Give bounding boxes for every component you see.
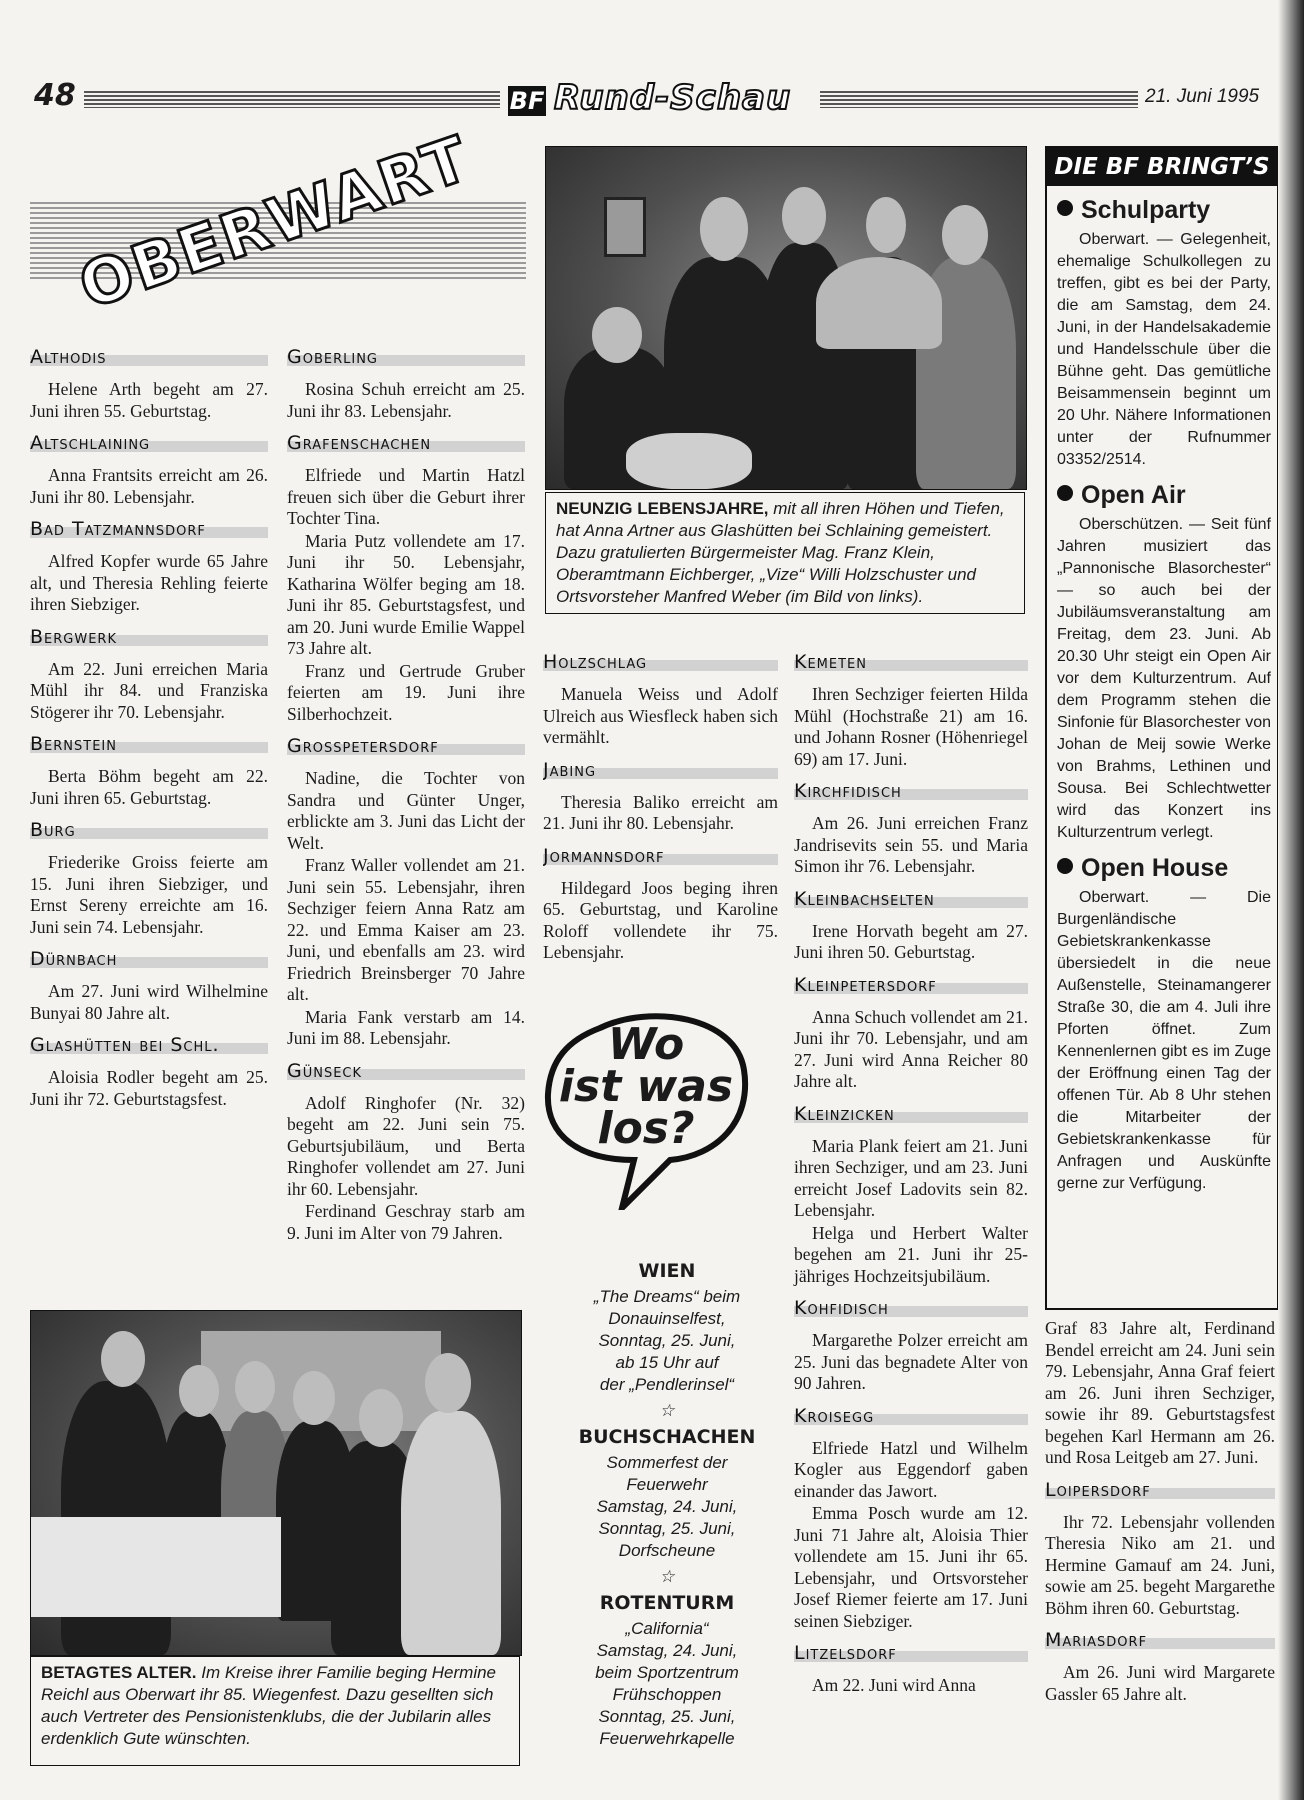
star-separator-icon: ☆ (659, 1401, 675, 1420)
event-line: der „Pendlerinsel“ (599, 1375, 735, 1394)
section-paragraph: Rosina Schuh erreicht am 25. Juni ihr 83. Lebensjahr. (287, 379, 525, 421)
page-number: 48 (34, 78, 76, 113)
star-separator-icon: ☆ (659, 1567, 675, 1586)
section-heading: Kleinpetersdorf (794, 974, 1028, 998)
section-heading: Jabing (543, 759, 778, 783)
section-heading: Goberling (287, 346, 525, 370)
section-paragraph: Elfriede und Martin Hatzl freuen sich über die Geburt ihrer Tochter Tina. (287, 465, 525, 528)
section-paragraph: Am 22. Juni erreichen Maria Mühl ihr 84. und Franziska Stögerer ihr 70. Lebensjahr. (30, 658, 268, 722)
banner-title: OBERWART (70, 121, 479, 323)
section-paragraph: Ferdinand Geschray starb am 9. Juni im Alter von 79 Jahren. (287, 1201, 525, 1243)
bf-item-title (1057, 196, 1277, 225)
section-heading: Jormannsdorf (543, 845, 778, 869)
bf-item-title (1057, 854, 1277, 883)
column-5 (1045, 1318, 1275, 1706)
column-1 (30, 346, 268, 1111)
section-paragraph: Maria Plank feiert am 21. Juni ihren Sechziger, und am 23. Juni erreicht Josef Ladovits sein 82. Lebensjahr. (794, 1135, 1028, 1220)
section-heading: Glashütten bei Schl. (30, 1034, 268, 1058)
event-town: WIEN (638, 1260, 696, 1282)
brand-logo: BF (509, 87, 545, 115)
header-rule-left (84, 91, 500, 108)
section-paragraph: Helene Arth begeht am 27. Juni ihren 55. Geburtstag. (30, 379, 268, 421)
event-line: Samstag, 24. Juni, (596, 1641, 738, 1660)
section-heading: Grosspetersdorf (287, 735, 525, 759)
section-heading: Kohfidisch (794, 1297, 1028, 1321)
section-paragraph: Berta Böhm begeht am 22. Juni ihren 65. Geburtstag. (30, 766, 268, 808)
event-line: Feuerwehr (626, 1475, 708, 1494)
header-rule-right (820, 91, 1138, 108)
bullet-icon (1057, 858, 1073, 874)
photo-family-celebration (30, 1310, 522, 1656)
section-heading: Bergwerk (30, 626, 268, 650)
event-line: Feuerwehrkapelle (599, 1729, 735, 1748)
event-line: Sommerfest der (606, 1453, 728, 1472)
section-heading: Bernstein (30, 733, 268, 757)
section-heading: Kemeten (794, 651, 1028, 675)
section-heading: Althodis (30, 346, 268, 370)
bf-item-title (1057, 481, 1277, 510)
section-heading: Günseck (287, 1060, 525, 1084)
section-paragraph: Alfred Kopfer wurde 65 Jahre alt, und Theresia Rehling feierte ihren Siebziger. (30, 551, 268, 614)
section-heading: Kroisegg (794, 1405, 1028, 1429)
section-heading: Kirchfidisch (794, 780, 1028, 804)
event-line: Sonntag, 25. Juni, (598, 1707, 736, 1726)
bullet-icon (1057, 200, 1073, 216)
section-heading: Grafenschachen (287, 432, 525, 456)
section-heading: Dürnbach (30, 948, 268, 972)
bf-item-text: Oberschützen. — Seit fünf Jahren musiziert das „Pannonische Blasorchester“ — so auch bei der Jubiläumsveranstaltung am Freitag, dem 23. Juni. Ab 20.30 Uhr steigt ein Open Air vor dem Kulturzentrum. Auf dem Programm stehen die Sinfonie für Blasorchester von Johan de Meij sowie Werke von Brahms, Lethinen und Sousa. Bei Schlechtwetter wird das Konzert ins Kulturzentrum verlegt. (1057, 516, 1271, 841)
section-paragraph: Friederike Groiss feierte am 15. Juni ihren Siebziger, und Ernst Sereny erreichte am 16. Juni sein 74. Lebensjahr. (30, 852, 268, 937)
section-paragraph: Theresia Baliko erreicht am 21. Juni ihr 80. Lebensjahr. (543, 791, 778, 833)
photo-caption-1: NEUNZIG LEBENSJAHRE, mit all ihren Höhen und Tiefen, hat Anna Artner aus Glashütten bei Schlaining gemeistert. Dazu gratulierten Bürgermeister Mag. Franz Klein, Oberamtmann Eichberger, „Vize“ Willi Holzschuster und Ortsvorsteher Manfred Weber (im Bild von links). (545, 492, 1025, 614)
event-line: Sonntag, 25. Juni, (598, 1331, 736, 1350)
column-3 (543, 651, 778, 965)
section-paragraph: Ihr 72. Lebensjahr vollenden Theresia Niko am 21. und Hermine Gamauf am 24. Juni, sowie am 25. begeht Margarethe Böhm ihren 60. Geburtstag. (1045, 1511, 1275, 1618)
section-heading: Burg (30, 819, 268, 843)
bubble-line-2: ist was (558, 1061, 734, 1112)
section-heading: Kleinzicken (794, 1103, 1028, 1127)
section-paragraph: Franz Waller vollendet am 21. Juni sein 55. Lebensjahr, ihren Sechziger feiern Anna Ratz am 22. und Emma Kaiser am 23. Juni, und ebenfalls am 23. wird Friedrich Breinsberger 70 Jahre alt. (287, 855, 525, 1004)
bf-item-label: Schulparty (1081, 196, 1211, 224)
section-heading: Litzelsdorf (794, 1642, 1028, 1666)
section-paragraph: Nadine, die Tochter von Sandra und Günter Unger, erblickte am 3. Juni das Licht der Welt. (287, 768, 525, 853)
section-paragraph: Hildegard Joos beging ihren 65. Geburtstag, und Karoline Roloff vollendete ihr 75. Lebensjahr. (543, 877, 778, 962)
event-line: „The Dreams“ beim (593, 1287, 741, 1306)
section-paragraph: Maria Putz vollendete am 17. Juni ihr 50. Lebensjahr, Katharina Wölfer beging am 18. Juni ihr 85. Geburtstagsfest, und am 20. Juni wurde Emilie Wappel 73 Jahre alt. (287, 530, 525, 658)
section-paragraph: Irene Horvath begeht am 27. Juni ihren 50. Geburtstag. (794, 920, 1028, 962)
section-title: Rund-Schau (554, 78, 792, 118)
bf-item-text: Oberwart. — Die Burgenländische Gebietskrankenkasse übersiedelt in die neue Außenstelle, Steinamangerer Straße 30, die am 4. Juli ihre Pforten öffnet. Zum Kennenlernen gibt es im Zuge der Eröffnung einen Tag der offenen Tür. Ab 8 Uhr stehen die Mitarbeiter der Gebietskrankenkasse für Anfragen und Auskünfte gerne zur Verfügung. (1057, 889, 1271, 1192)
events-bubble-text (548, 1019, 744, 1154)
event-town: ROTENTURM (599, 1592, 735, 1614)
section-paragraph: Elfriede Hatzl und Wilhelm Kogler aus Eggendorf gaben einander das Jawort. (794, 1437, 1028, 1501)
event-line: Sonntag, 25. Juni, (598, 1519, 736, 1538)
event-line: Samstag, 24. Juni, (596, 1497, 738, 1516)
bubble-line-1: Wo (607, 1019, 685, 1070)
section-paragraph: Ihren Sechziger feierten Hilda Mühl (Hochstraße 21) am 16. und Johann Rosner (Höhenriegel 69) am 17. Juni. (794, 684, 1028, 769)
event-town: BUCHSCHACHEN (578, 1426, 756, 1448)
continued-paragraph: Graf 83 Jahre alt, Ferdinand Bendel erreicht am 24. Juni sein 79. Lebensjahr, Anna Graf feiert am 26. Juni ihren Sechziger, sowie ihr 89. Geburtstagsfest begehen Karl Hermann am 26. und Rosa Leitgeb am 27. Juni. (1045, 1318, 1275, 1467)
section-paragraph: Am 22. Juni wird Anna (812, 1675, 976, 1695)
section-heading: Holzschlag (543, 651, 778, 675)
photo-caption-2: BETAGTES ALTER. Im Kreise ihrer Familie beging Hermine Reichl aus Oberwart ihr 85. Wiegenfest. Dazu gesellten sich auch Vertreter des Pensionistenklubs, die der Jubilarin alles erdenklich Gute wünschten. (30, 1656, 520, 1766)
event-line: beim Sportzentrum (595, 1663, 739, 1682)
section-heading: Mariasdorf (1045, 1629, 1275, 1653)
column-4 (794, 651, 1028, 1698)
section-paragraph: Am 26. Juni erreichen Franz Jandrisevits sein 55. und Maria Simon ihr 76. Lebensjahr. (794, 813, 1028, 876)
section-paragraph: Aloisia Rodler begeht am 25. Juni ihr 72. Geburtstagsfest. (30, 1067, 268, 1109)
section-heading: Kleinbachselten (794, 888, 1028, 912)
event-line: Donauinselfest, (608, 1309, 726, 1328)
event-line: Frühschoppen (612, 1685, 722, 1704)
photo-birthday-group (545, 146, 1027, 490)
event-line: ab 15 Uhr auf (615, 1353, 719, 1372)
section-paragraph: Anna Frantsits erreicht am 26. Juni ihr 80. Lebensjahr. (30, 465, 268, 507)
section-heading: Loipersdorf (1045, 1479, 1275, 1503)
bullet-icon (1057, 485, 1073, 501)
section-paragraph: Franz und Gertrude Gruber feierten am 19. Juni ihre Silberhochzeit. (287, 660, 525, 724)
section-paragraph: Adolf Ringhofer (Nr. 32) begeht am 22. Juni sein 75. Geburtsjubiläum, und Berta Ringhofer vollendet am 27. Juni ihr 60. Lebensjahr. (287, 1092, 525, 1199)
bf-bringts-box (1045, 146, 1279, 1310)
event-line: Dorfscheune (618, 1541, 716, 1560)
section-paragraph: Am 26. Juni wird Margarete Gassler 65 Jahre alt. (1045, 1662, 1275, 1704)
section-paragraph: Maria Fank verstarb am 14. Juni im 88. Lebensjahr. (287, 1006, 525, 1048)
section-paragraph: Emma Posch wurde am 12. Juni 71 Jahre alt, Aloisia Thier vollendete am 15. Juni ihr 65. Lebensjahr, und Ortsvorsteher Josef Riemer feierte am 17. Juni seinen Siebziger. (794, 1503, 1028, 1631)
event-line: „California“ (625, 1619, 709, 1638)
section-paragraph: Margarethe Polzer erreicht am 25. Juni das begnadete Alter von 90 Jahren. (794, 1330, 1028, 1393)
bf-item-label: Open Air (1081, 481, 1186, 509)
events-list (560, 1256, 774, 1750)
section-paragraph: Manuela Weiss und Adolf Ulreich aus Wiesfleck haben sich vermählt. (543, 684, 778, 747)
bf-box-title: DIE BF BRINGT’S (1047, 148, 1277, 186)
section-heading: Altschlaining (30, 432, 268, 456)
section-paragraph: Am 27. Juni wird Wilhelmine Bunyai 80 Jahre alt. (30, 981, 268, 1023)
bubble-line-3: los? (597, 1103, 695, 1154)
bf-item-text: Oberwart. — Gelegenheit, ehemalige Schulkollegen zu treffen, gibt es bei der Party, die am Samstag, dem 24. Juni, in der Handelsakademie und Handelsschule über die Bühne geht. Das gemütliche Beisammensein beginnt um 20 Uhr. Nähere Informationen unter der Rufnummer 03352/2514. (1057, 231, 1271, 468)
bf-item-label: Open House (1081, 854, 1229, 882)
page-edge (1278, 0, 1304, 1800)
issue-date: 21. Juni 1995 (1145, 86, 1260, 107)
section-paragraph: Helga und Herbert Walter begehen am 21. Juni ihr 25-jähriges Hochzeitsjubiläum. (794, 1222, 1028, 1286)
section-heading: Bad Tatzmannsdorf (30, 518, 268, 542)
column-2 (287, 346, 525, 1245)
section-paragraph: Anna Schuch vollendet am 21. Juni ihr 70. Lebensjahr, und am 27. Juni wird Anna Reicher 80 Jahre alt. (794, 1006, 1028, 1091)
